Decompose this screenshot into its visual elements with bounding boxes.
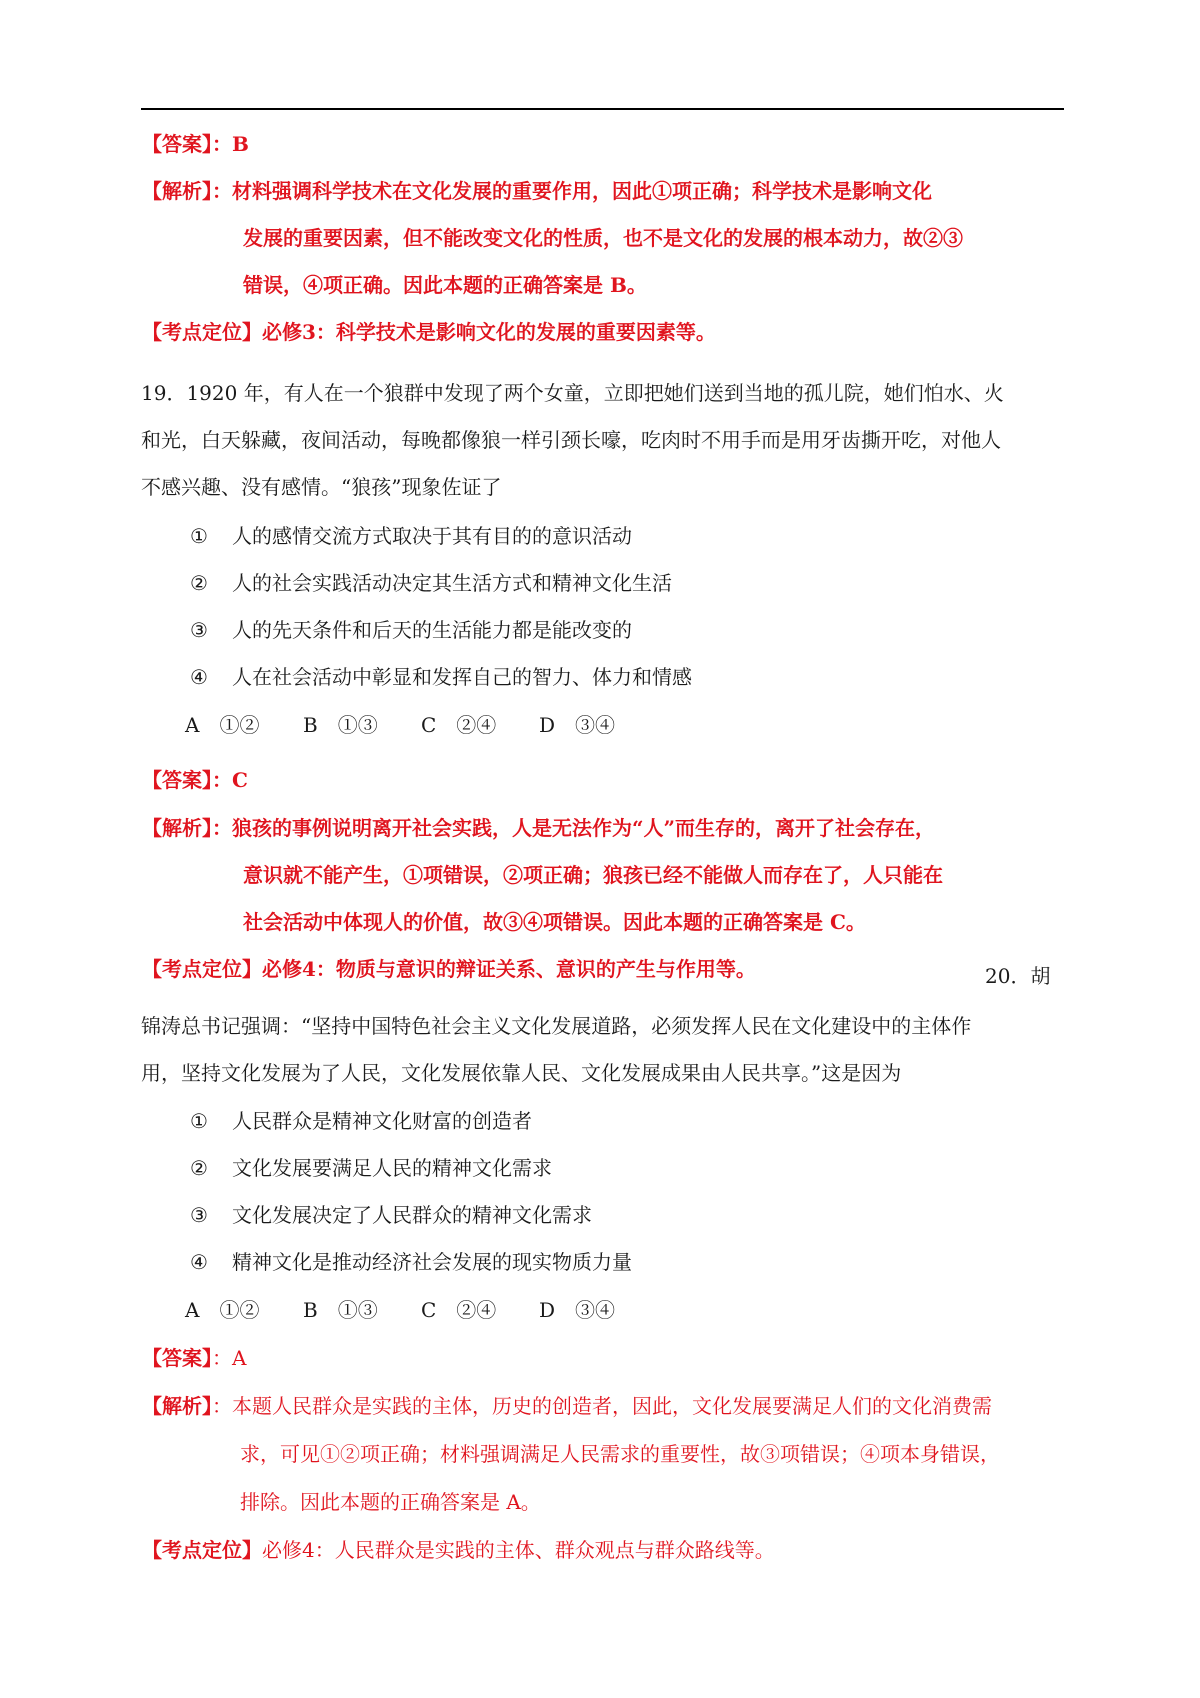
analysis-tag: 【解析】 [142,816,212,840]
q19-stem-3: 不感兴趣、没有感情。“狼孩”现象佐证了 [141,475,502,499]
q19-stem-2: 和光，白天躲藏，夜间活动，每晚都像狼一样引颈长嚎，吃肉时不用手而是用牙齿撕开吃，对他人 [141,428,1001,452]
point-text: 必修4：人民群众是实践的主体、群众观点与群众路线等。 [262,1538,775,1562]
option-text: 人的先天条件和后天的生活能力都是能改变的 [232,618,632,642]
point-line-19 [142,954,756,984]
option-text: 人在社会活动中彰显和发挥自己的智力、体力和情感 [232,665,692,689]
option-text: 人的感情交流方式取决于其有目的的意识活动 [232,524,632,548]
q20-stem-2: 用，坚持文化发展为了人民，文化发展依靠人民、文化发展成果由人民共享。”这是因为 [141,1061,902,1085]
option-text: 人民群众是精神文化财富的创造者 [232,1109,532,1133]
q20-option-4 [190,1247,632,1277]
header-rule [141,108,1064,110]
q20-option-3 [190,1200,592,1230]
analysis-line-18-1 [142,176,932,206]
analysis-line-18-2: 发展的重要因素，但不能改变文化的性质，也不是文化的发展的根本动力，故②③ [243,226,963,250]
analysis-tag: 【解析】 [142,179,212,203]
analysis-text: ：本题人民群众是实践的主体，历史的创造者，因此，文化发展要满足人们的文化消费需 [212,1394,992,1418]
answer-tag: 【答案】 [142,132,212,156]
choice-b: B ①③ [303,1298,378,1322]
analysis-line-20-3: 排除。因此本题的正确答案是 A。 [240,1490,541,1514]
q19-option-3 [190,615,632,645]
option-number: ① [190,524,208,548]
option-number: ④ [190,665,208,689]
answer-value: ：C [212,768,248,792]
q20-choices [185,1295,615,1325]
option-number: ② [190,1156,208,1180]
point-line-18 [142,317,716,347]
choice-d: D ③④ [539,713,616,737]
q20-stem-head: 20．胡 [985,964,1051,988]
option-text: 文化发展决定了人民群众的精神文化需求 [232,1203,592,1227]
option-text: 文化发展要满足人民的精神文化需求 [232,1156,552,1180]
q19-option-1 [190,521,632,551]
answer-tag: 【答案】 [142,1346,212,1370]
answer-tag: 【答案】 [142,768,212,792]
answer-value: ：B [212,132,249,156]
point-tag: 【考点定位】 [142,1538,262,1562]
choice-a: A ①② [185,1298,260,1322]
option-number: ③ [190,1203,208,1227]
analysis-text: ：狼孩的事例说明离开社会实践，人是无法作为“人”而生存的，离开了社会存在， [212,816,936,840]
choice-a: A ①② [185,713,260,737]
point-text: 必修3：科学技术是影响文化的发展的重要因素等。 [262,320,716,344]
analysis-line-18-3: 错误，④项正确。因此本题的正确答案是 B。 [243,273,647,297]
answer-line-20 [142,1343,246,1373]
analysis-line-19-3: 社会活动中体现人的价值，故③④项错误。因此本题的正确答案是 C。 [243,910,866,934]
q19-option-4 [190,662,692,692]
analysis-line-19-2: 意识就不能产生，①项错误，②项正确；狼孩已经不能做人而存在了，人只能在 [243,863,943,887]
q19-stem-1: 19．1920 年，有人在一个狼群中发现了两个女童，立即把她们送到当地的孤儿院，她们怕水、火 [141,381,1004,405]
option-number: ① [190,1109,208,1133]
option-text: 人的社会实践活动决定其生活方式和精神文化生活 [232,571,672,595]
point-line-20 [142,1535,775,1565]
choice-d: D ③④ [539,1298,616,1322]
analysis-tag: 【解析】 [142,1394,212,1418]
answer-line-19 [142,765,248,795]
q19-choices [185,710,615,740]
point-tag: 【考点定位】 [142,957,262,981]
option-number: ③ [190,618,208,642]
q20-stem-1: 锦涛总书记强调：“坚持中国特色社会主义文化发展道路，必须发挥人民在文化建设中的主体作 [141,1014,972,1038]
q20-option-2 [190,1153,552,1183]
choice-c: C ②④ [421,1298,497,1322]
option-number: ④ [190,1250,208,1274]
choice-c: C ②④ [421,713,497,737]
analysis-text: ：材料强调科学技术在文化发展的重要作用，因此①项正确；科学技术是影响文化 [212,179,932,203]
analysis-line-19-1 [142,813,935,843]
choice-b: B ①③ [303,713,378,737]
analysis-line-20-2: 求，可见①②项正确；材料强调满足人民需求的重要性，故③项错误；④项本身错误， [240,1442,1000,1466]
option-number: ② [190,571,208,595]
option-text: 精神文化是推动经济社会发展的现实物质力量 [232,1250,632,1274]
point-tag: 【考点定位】 [142,320,262,344]
point-text: 必修4：物质与意识的辩证关系、意识的产生与作用等。 [262,957,756,981]
q20-option-1 [190,1106,532,1136]
answer-value: ：A [212,1346,247,1370]
answer-line-18 [142,129,249,159]
analysis-line-20-1 [142,1391,992,1421]
q19-option-2 [190,568,672,598]
